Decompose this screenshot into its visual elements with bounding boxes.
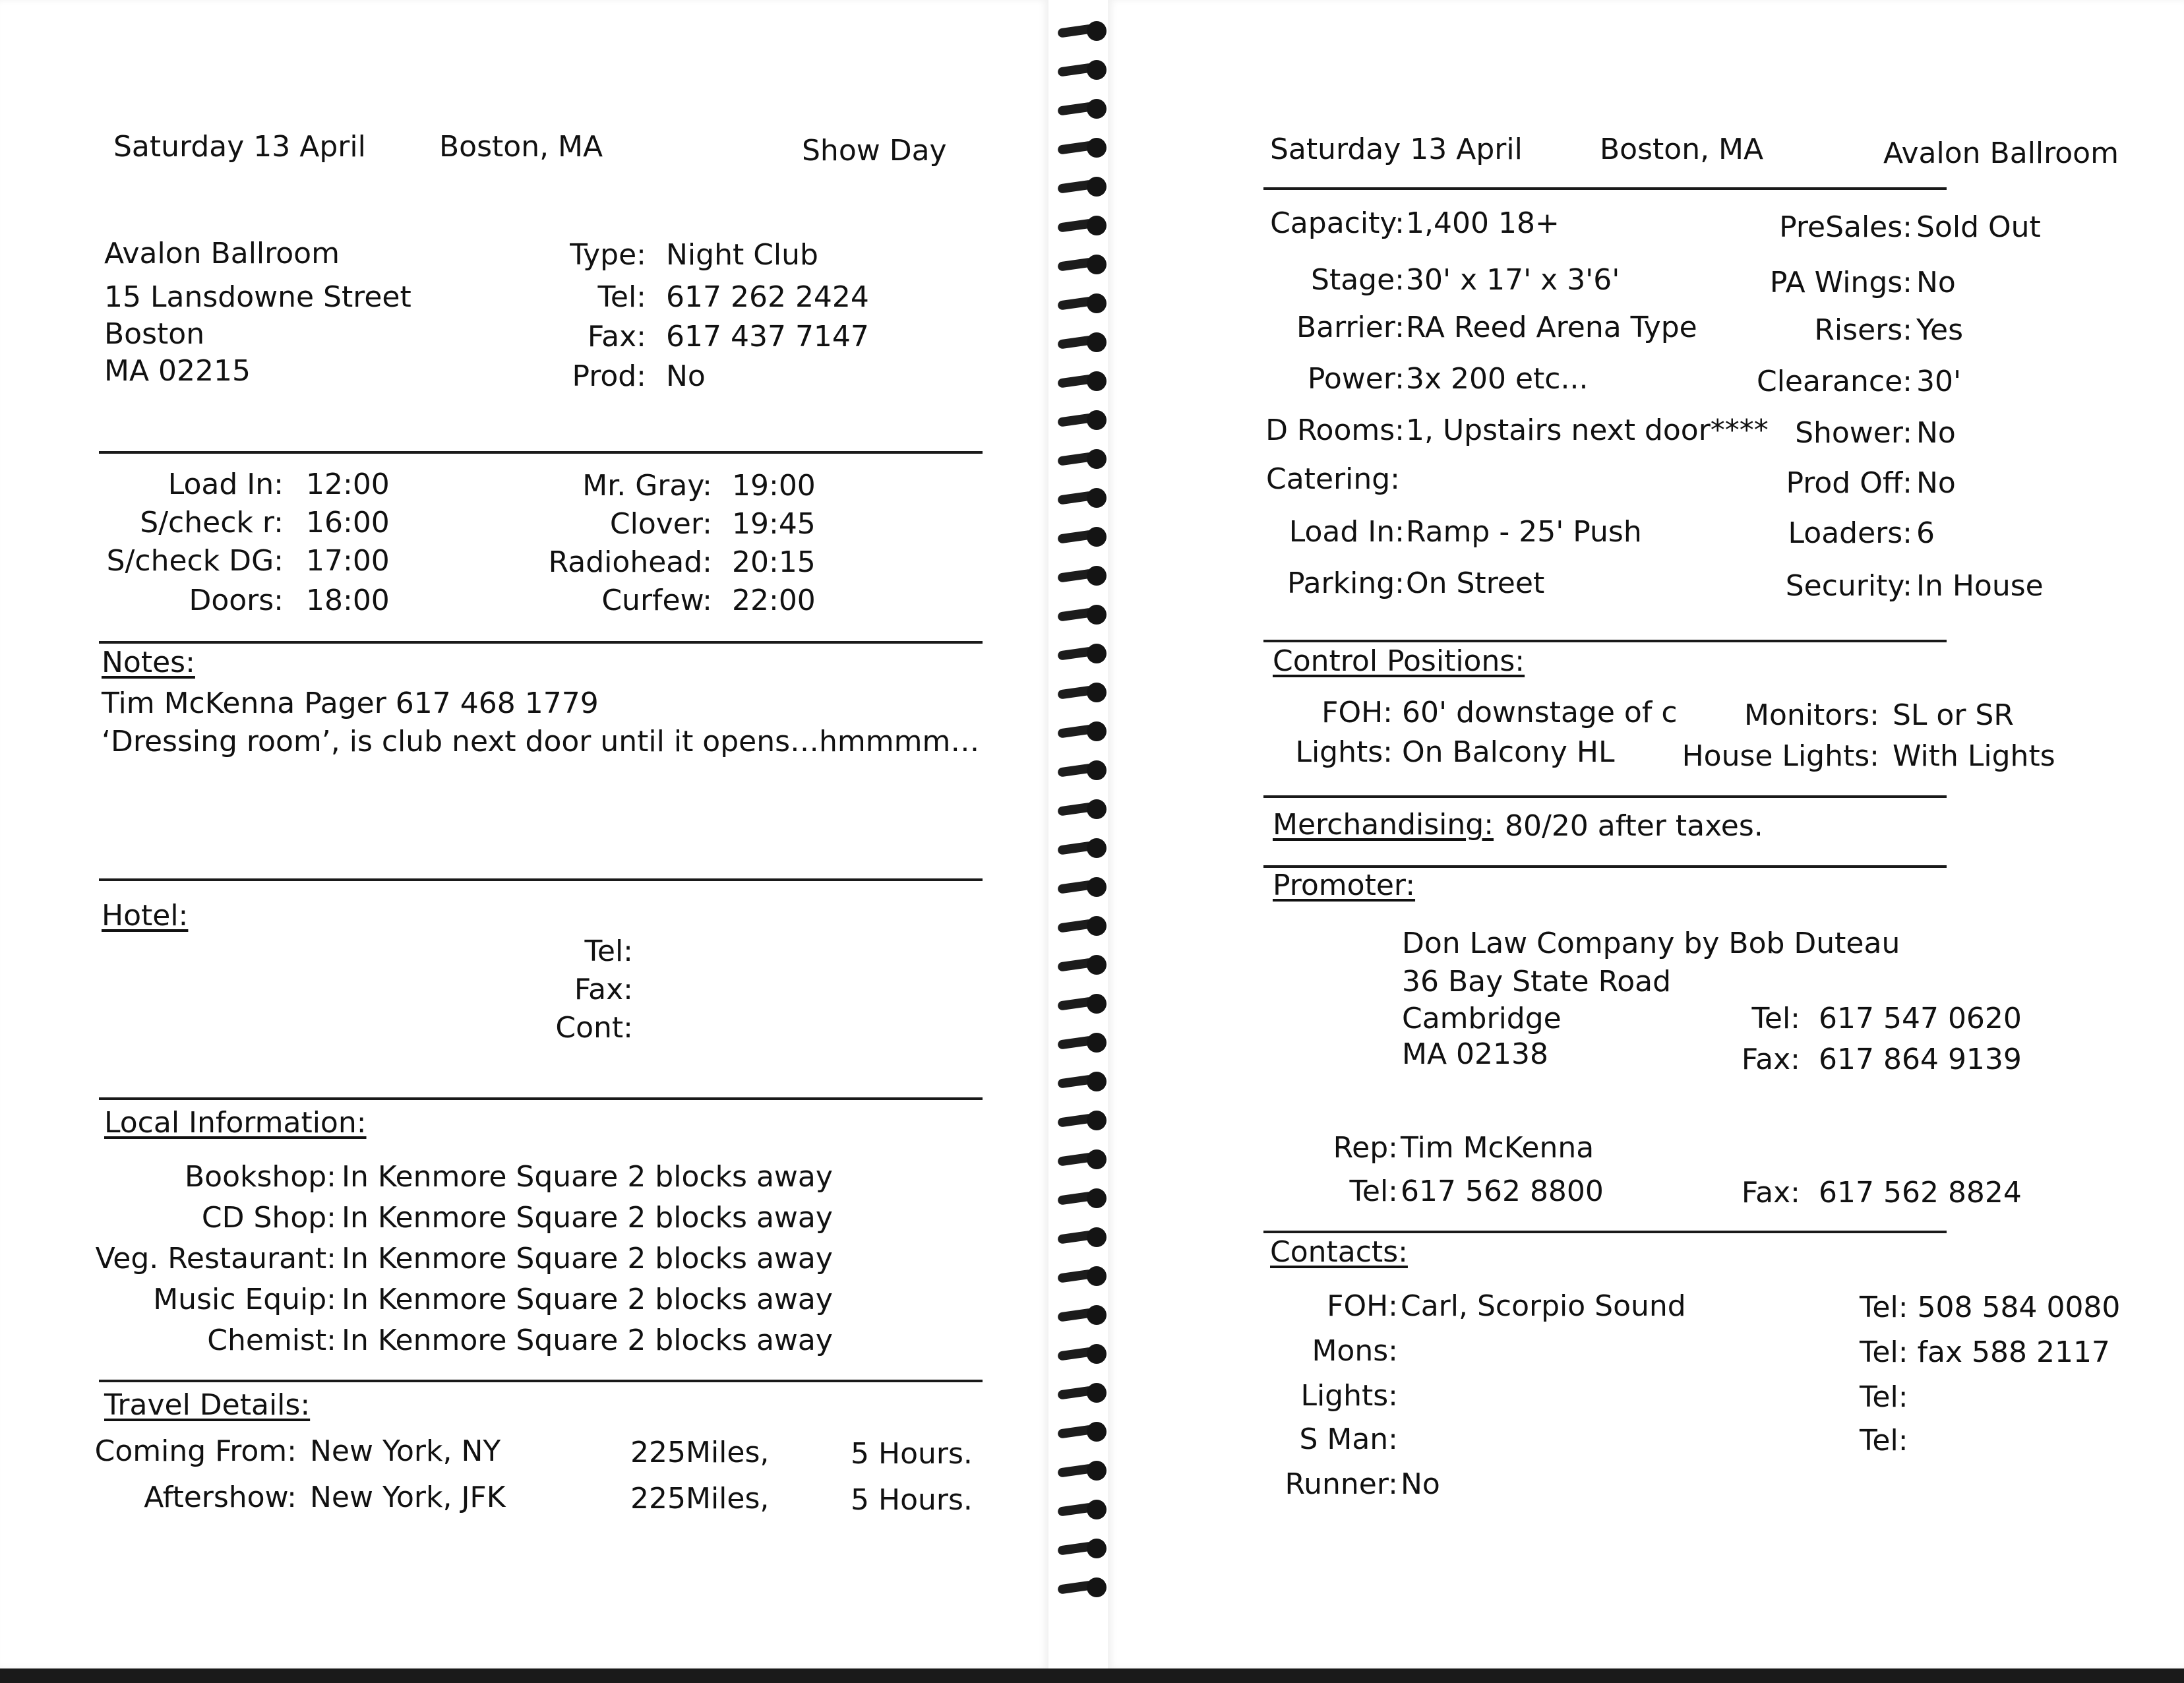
- spec-risers-value: Yes: [1916, 313, 1964, 347]
- spiral-hole: [1087, 410, 1107, 430]
- local-cd-shop-value: In Kenmore Square 2 blocks away: [342, 1201, 833, 1235]
- spiral-hole: [1087, 955, 1107, 975]
- spiral-hole: [1087, 566, 1107, 586]
- schedule-clover-time: 19:45: [732, 507, 816, 541]
- spiral-coil: [1058, 1111, 1107, 1130]
- spiral-hole: [1087, 1461, 1107, 1481]
- merchandising-value: 80/20 after taxes.: [1505, 809, 1763, 843]
- schedule-mr-gray-label: Mr. Gray:: [582, 469, 712, 503]
- spec-loaders-label: Loaders:: [1788, 516, 1912, 550]
- promoter-rep-tel-value: 617 562 8800: [1401, 1175, 1604, 1208]
- spec-stage-value: 30' x 17' x 3'6': [1406, 263, 1620, 297]
- travel-aftershow-dest: New York, JFK: [310, 1481, 506, 1514]
- hotel-contact-label: Cont:: [555, 1011, 633, 1045]
- spiral-coil: [1058, 877, 1107, 897]
- hotel-fax-label: Fax:: [574, 973, 633, 1006]
- schedule-load-in-time: 12:00: [306, 468, 390, 501]
- control-foh-label: FOH:: [1321, 696, 1393, 729]
- spec-prod-off-label: Prod Off:: [1786, 466, 1912, 500]
- left-page: [0, 0, 1048, 1668]
- venue-prod-value: No: [666, 359, 706, 393]
- notes-line-1: Tim McKenna Pager 617 468 1779: [102, 687, 599, 720]
- schedule-doors-label: Doors:: [189, 584, 284, 617]
- local-cd-shop-label: CD Shop:: [201, 1201, 336, 1235]
- spec-barrier-value: RA Reed Arena Type: [1406, 311, 1697, 344]
- spec-power-value: 3x 200 etc...: [1406, 362, 1589, 396]
- spiral-hole: [1087, 293, 1107, 313]
- spiral-coil: [1058, 371, 1107, 391]
- contact-stage-manager-label: S Man:: [1299, 1423, 1398, 1456]
- spiral-coil: [1058, 1383, 1107, 1403]
- left-header-date: Saturday 13 April: [113, 130, 366, 164]
- spec-dressing-rooms-label: D Rooms:: [1265, 413, 1405, 447]
- spiral-coil: [1058, 293, 1107, 313]
- local-veg-restaurant-label: Veg. Restaurant:: [95, 1242, 336, 1275]
- spiral-coil: [1058, 255, 1107, 274]
- left-header-city: Boston, MA: [439, 130, 603, 164]
- promoter-address-line1: 36 Bay State Road: [1402, 965, 1672, 998]
- travel-coming-from-label: Coming From:: [94, 1434, 297, 1468]
- spec-pa-wings-value: No: [1916, 266, 1956, 299]
- travel-coming-from-dest: New York, NY: [310, 1434, 501, 1468]
- control-foh-value: 60' downstage of c: [1402, 696, 1678, 729]
- venue-type-value: Night Club: [666, 238, 818, 272]
- travel-coming-from-miles: 225Miles,: [630, 1436, 770, 1469]
- promoter-rep-fax-label: Fax:: [1741, 1176, 1800, 1209]
- spec-load-in-value: Ramp - 25' Push: [1406, 515, 1642, 549]
- contact-mons-tel: Tel: fax 588 2117: [1860, 1335, 2110, 1369]
- spec-presales-value: Sold Out: [1916, 210, 2041, 244]
- control-house-lights-value: With Lights: [1893, 739, 2055, 773]
- promoter-tel-value: 617 547 0620: [1819, 1002, 2022, 1035]
- spiral-coil: [1058, 60, 1107, 80]
- spiral-hole: [1087, 60, 1107, 80]
- promoter-tel-label: Tel:: [1751, 1002, 1800, 1035]
- venue-tel-value: 617 262 2424: [666, 280, 869, 314]
- spiral-hole: [1087, 838, 1107, 858]
- schedule-load-in-label: Load In:: [167, 468, 284, 501]
- spiral-coil: [1058, 760, 1107, 780]
- local-bookshop-label: Bookshop:: [185, 1160, 336, 1194]
- promoter-name: Don Law Company by Bob Duteau: [1402, 927, 1900, 960]
- spiral-coil: [1058, 1266, 1107, 1286]
- local-music-equip-label: Music Equip:: [153, 1283, 336, 1316]
- page-bottom-edge: [0, 1668, 2184, 1683]
- spiral-hole: [1087, 877, 1107, 897]
- spiral-hole: [1087, 1344, 1107, 1364]
- notes-heading: Notes:: [102, 646, 195, 679]
- promoter-rep-tel-label: Tel:: [1349, 1175, 1398, 1208]
- spiral-hole: [1087, 1500, 1107, 1519]
- divider: [99, 1380, 983, 1382]
- divider: [1263, 1231, 1947, 1233]
- local-veg-restaurant-value: In Kenmore Square 2 blocks away: [342, 1242, 833, 1275]
- divider: [1263, 187, 1947, 190]
- schedule-soundcheck-r-time: 16:00: [306, 506, 390, 539]
- schedule-soundcheck-r-label: S/check r:: [140, 506, 284, 539]
- spec-parking-value: On Street: [1406, 566, 1545, 600]
- spiral-hole: [1087, 1033, 1107, 1053]
- schedule-doors-time: 18:00: [306, 584, 390, 617]
- venue-address-line2: Boston: [104, 317, 205, 351]
- contact-lights-label: Lights:: [1300, 1379, 1398, 1413]
- spiral-coil: [1058, 1500, 1107, 1519]
- venue-tel-label: Tel:: [597, 280, 646, 314]
- schedule-curfew-time: 22:00: [732, 584, 816, 617]
- spiral-coil: [1058, 799, 1107, 819]
- spec-catering-label: Catering:: [1266, 462, 1400, 496]
- promoter-fax-label: Fax:: [1741, 1043, 1800, 1076]
- divider: [99, 641, 983, 644]
- spiral-coil: [1058, 916, 1107, 936]
- spiral-hole: [1087, 1188, 1107, 1208]
- right-header-venue: Avalon Ballroom: [1883, 137, 2119, 170]
- schedule-clover-label: Clover:: [609, 507, 712, 541]
- spiral-hole: [1087, 799, 1107, 819]
- venue-type-label: Type:: [570, 238, 646, 272]
- spiral-hole: [1087, 1422, 1107, 1442]
- promoter-rep-value: Tim McKenna: [1401, 1131, 1594, 1165]
- spec-stage-label: Stage:: [1311, 263, 1405, 297]
- spiral-coil: [1058, 1422, 1107, 1442]
- spiral-hole: [1087, 99, 1107, 119]
- local-music-equip-value: In Kenmore Square 2 blocks away: [342, 1283, 833, 1316]
- spiral-hole: [1087, 177, 1107, 197]
- merchandising-heading: Merchandising:: [1273, 808, 1494, 842]
- spiral-coil: [1058, 1305, 1107, 1325]
- spiral-coil: [1058, 1188, 1107, 1208]
- spiral-hole: [1087, 21, 1107, 41]
- spec-clearance-label: Clearance:: [1756, 365, 1912, 398]
- spiral-coil: [1058, 1344, 1107, 1364]
- travel-coming-from-hours: 5 Hours.: [851, 1437, 973, 1471]
- contact-runner-value: No: [1401, 1467, 1440, 1501]
- spec-load-in-label: Load In:: [1289, 515, 1405, 549]
- local-chemist-label: Chemist:: [207, 1324, 336, 1357]
- travel-heading: Travel Details:: [104, 1388, 311, 1422]
- spiral-hole: [1087, 1383, 1107, 1403]
- spiral-coil: [1058, 683, 1107, 702]
- travel-aftershow-miles: 225Miles,: [630, 1482, 770, 1515]
- spiral-hole: [1087, 138, 1107, 158]
- spiral-coil: [1058, 955, 1107, 975]
- local-info-heading: Local Information:: [104, 1106, 367, 1140]
- venue-fax-label: Fax:: [587, 320, 646, 353]
- spiral-hole: [1087, 605, 1107, 625]
- spec-loaders-value: 6: [1916, 516, 1935, 550]
- spiral-hole: [1087, 1539, 1107, 1558]
- divider: [99, 451, 983, 454]
- venue-address-line1: 15 Lansdowne Street: [104, 280, 411, 314]
- promoter-fax-value: 617 864 9139: [1819, 1043, 2022, 1076]
- schedule-soundcheck-dg-label: S/check DG:: [106, 544, 284, 578]
- spiral-hole: [1087, 683, 1107, 702]
- travel-aftershow-hours: 5 Hours.: [851, 1483, 973, 1517]
- spiral-coil: [1058, 21, 1107, 41]
- spiral-coil: [1058, 721, 1107, 741]
- local-bookshop-value: In Kenmore Square 2 blocks away: [342, 1160, 833, 1194]
- spiral-coil: [1058, 605, 1107, 625]
- spec-security-value: In House: [1916, 569, 2044, 603]
- control-positions-heading: Control Positions:: [1273, 644, 1525, 678]
- spiral-hole: [1087, 644, 1107, 663]
- spiral-coil: [1058, 449, 1107, 469]
- spiral-hole: [1087, 1111, 1107, 1130]
- spec-risers-label: Risers:: [1814, 313, 1912, 347]
- spiral-hole: [1087, 449, 1107, 469]
- schedule-curfew-label: Curfew:: [601, 584, 712, 617]
- contact-stage-manager-tel: Tel:: [1860, 1424, 1908, 1457]
- venue-prod-label: Prod:: [572, 359, 646, 393]
- spec-parking-label: Parking:: [1287, 566, 1405, 600]
- divider: [1263, 795, 1947, 798]
- travel-aftershow-label: Aftershow:: [144, 1481, 297, 1514]
- spiral-coil: [1058, 1227, 1107, 1247]
- spiral-coil: [1058, 566, 1107, 586]
- spiral-coil: [1058, 994, 1107, 1014]
- spec-barrier-label: Barrier:: [1296, 311, 1405, 344]
- control-lights-value: On Balcony HL: [1402, 735, 1615, 769]
- spiral-hole: [1087, 1305, 1107, 1325]
- spiral-hole: [1087, 527, 1107, 547]
- control-house-lights-label: House Lights:: [1682, 739, 1879, 773]
- spec-power-label: Power:: [1307, 362, 1405, 396]
- spec-capacity-label: Capacity:: [1270, 206, 1405, 240]
- spiral-coil: [1058, 527, 1107, 547]
- divider: [99, 878, 983, 881]
- schedule-mr-gray-time: 19:00: [732, 469, 816, 503]
- spiral-coil: [1058, 216, 1107, 235]
- spec-security-label: Security:: [1785, 569, 1912, 603]
- spec-presales-label: PreSales:: [1779, 210, 1912, 244]
- contact-foh-tel: Tel: 508 584 0080: [1860, 1291, 2121, 1324]
- control-monitors-value: SL or SR: [1893, 698, 2014, 732]
- spiral-hole: [1087, 332, 1107, 352]
- spiral-hole: [1087, 488, 1107, 508]
- right-header-city: Boston, MA: [1600, 133, 1764, 166]
- right-header-date: Saturday 13 April: [1270, 133, 1523, 166]
- spiral-coil: [1058, 177, 1107, 197]
- contact-foh-value: Carl, Scorpio Sound: [1401, 1289, 1686, 1323]
- left-header-day: Show Day: [802, 134, 947, 168]
- spiral-coil: [1058, 138, 1107, 158]
- spec-pa-wings-label: PA Wings:: [1769, 266, 1912, 299]
- spiral-hole: [1087, 1072, 1107, 1091]
- spiral-hole: [1087, 1577, 1107, 1597]
- schedule-soundcheck-dg-time: 17:00: [306, 544, 390, 578]
- spiral-coil: [1058, 838, 1107, 858]
- contact-runner-label: Runner:: [1285, 1467, 1398, 1501]
- spec-clearance-value: 30': [1916, 365, 1962, 398]
- spiral-coil: [1058, 488, 1107, 508]
- spiral-hole: [1087, 216, 1107, 235]
- divider: [99, 1097, 983, 1100]
- right-page: [1108, 0, 2184, 1668]
- notes-line-2: ‘Dressing room’, is club next door until it opens…hmmmm…: [102, 725, 980, 758]
- spiral-hole: [1087, 1149, 1107, 1169]
- spiral-coil: [1058, 1461, 1107, 1481]
- spec-capacity-value: 1,400 18+: [1406, 206, 1560, 240]
- spiral-hole: [1087, 721, 1107, 741]
- control-lights-label: Lights:: [1295, 735, 1393, 769]
- spiral-coil: [1058, 1149, 1107, 1169]
- hotel-tel-label: Tel:: [584, 934, 633, 968]
- schedule-radiohead-time: 20:15: [732, 545, 816, 579]
- spec-shower-value: No: [1916, 416, 1956, 450]
- spiral-coil: [1058, 1033, 1107, 1053]
- spiral-coil: [1058, 332, 1107, 352]
- promoter-address-line2: Cambridge: [1402, 1002, 1562, 1035]
- spiral-coil: [1058, 1072, 1107, 1091]
- contact-mons-label: Mons:: [1312, 1334, 1398, 1368]
- local-chemist-value: In Kenmore Square 2 blocks away: [342, 1324, 833, 1357]
- promoter-address-line3: MA 02138: [1402, 1037, 1549, 1071]
- spiral-binding: [1048, 0, 1108, 1668]
- venue-fax-value: 617 437 7147: [666, 320, 869, 353]
- spiral-coil: [1058, 1539, 1107, 1558]
- venue-name: Avalon Ballroom: [104, 237, 340, 270]
- venue-address-line3: MA 02215: [104, 354, 251, 388]
- spec-prod-off-value: No: [1916, 466, 1956, 500]
- divider: [1263, 640, 1947, 642]
- spiral-coil: [1058, 99, 1107, 119]
- control-monitors-label: Monitors:: [1744, 698, 1879, 732]
- spiral-hole: [1087, 255, 1107, 274]
- contact-foh-label: FOH:: [1327, 1289, 1398, 1323]
- spiral-coil: [1058, 644, 1107, 663]
- hotel-heading: Hotel:: [102, 899, 189, 933]
- spiral-coil: [1058, 1577, 1107, 1597]
- contact-lights-tel: Tel:: [1860, 1380, 1908, 1414]
- spiral-coil: [1058, 410, 1107, 430]
- promoter-heading: Promoter:: [1273, 869, 1416, 902]
- spec-dressing-rooms-value: 1, Upstairs next door****: [1406, 413, 1769, 447]
- promoter-rep-label: Rep:: [1333, 1131, 1398, 1165]
- spiral-hole: [1087, 1227, 1107, 1247]
- spiral-hole: [1087, 994, 1107, 1014]
- schedule-radiohead-label: Radiohead:: [548, 545, 712, 579]
- spiral-hole: [1087, 760, 1107, 780]
- contacts-heading: Contacts:: [1270, 1235, 1408, 1269]
- spiral-hole: [1087, 1266, 1107, 1286]
- promoter-rep-fax-value: 617 562 8824: [1819, 1176, 2022, 1209]
- spiral-hole: [1087, 916, 1107, 936]
- spiral-hole: [1087, 371, 1107, 391]
- spec-shower-label: Shower:: [1795, 416, 1912, 450]
